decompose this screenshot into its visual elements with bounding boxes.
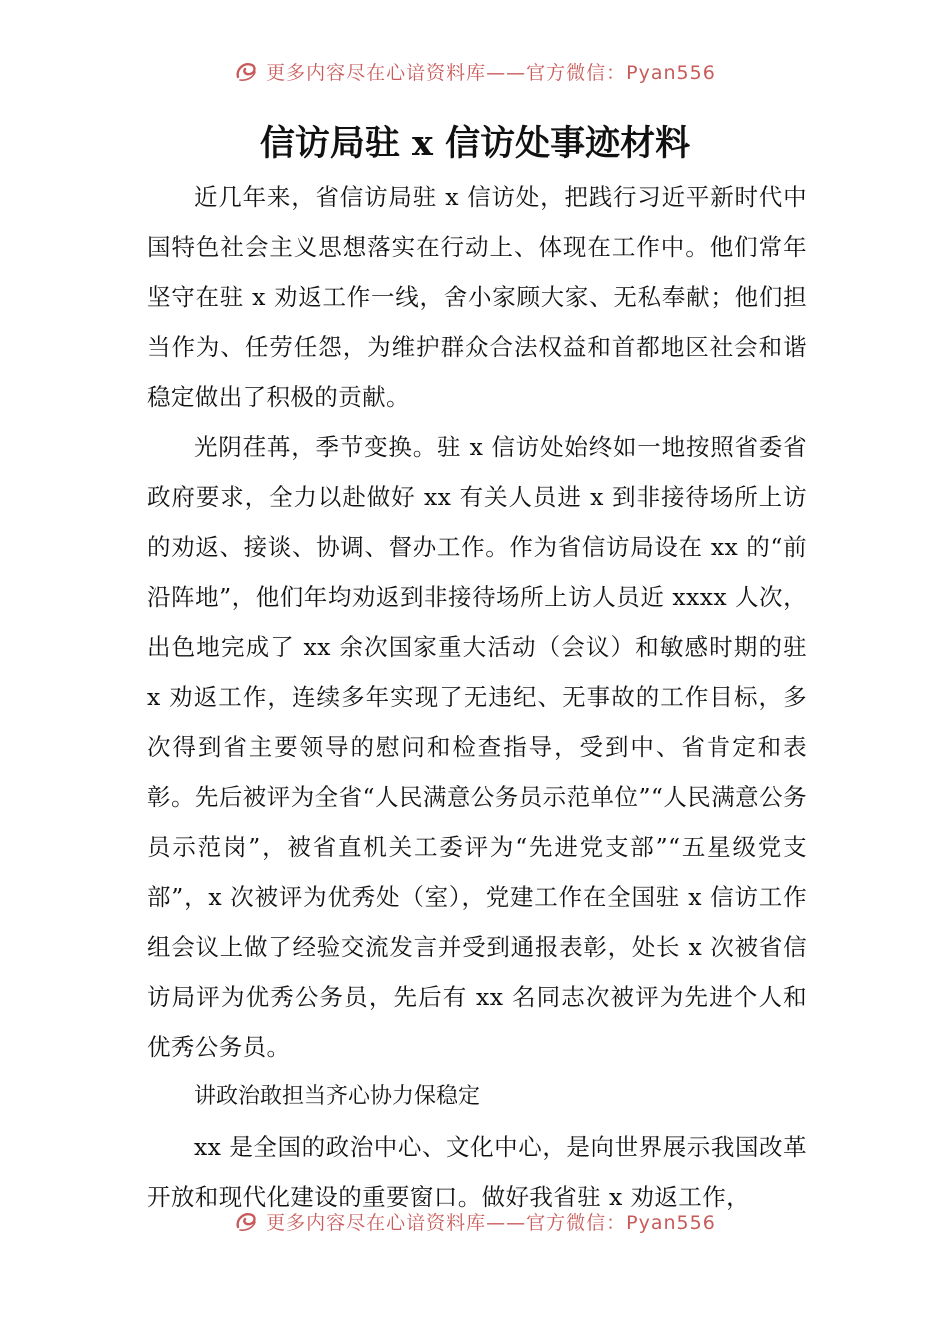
header-watermark [0, 56, 950, 86]
brand-swirl-icon [234, 1209, 258, 1233]
document-body [147, 172, 807, 1222]
paragraph-3: xx 是全国的政治中心、文化中心，是向世界展示我国改革开放和现代化建设的重要窗口。做好我省驻 x 劝返工作， [147, 1133, 807, 1211]
brand-swirl-icon [234, 59, 258, 83]
footer-watermark-text: 更多内容尽在心谙资料库——官方微信：Pyan556 [266, 1211, 716, 1234]
paragraph-2: 光阴荏苒，季节变换。驻 x 信访处始终如一地按照省委省政府要求，全力以赴做好 xx 有关人员进 x 到非接待场所上访的劝返、接谈、协调、督办工作。作为省信访局设在 xx 的“前沿阵地”，他们年均劝返到非接待场所上访人员近 xxxx 人次，出色地完成了 xx 余次国家重大活动（会议）和敏感时期的驻 x 劝返工作，连续多年实现了无违纪、无事故的工作目标，多次得到省主要领导的慰问和检查指导，受到中、省肯定和表彰。先后被评为全省“人民满意公务员示范单位”“人民满意公务员示范岗”，被省直机关工委评为“先进党支部”“五星级党支部”，x 次被评为优秀处（室），党建工作在全国驻 x 信访工作组会议上做了经验交流发言并受到通报表彰，处长 x 次被省信访局评为优秀公务员，先后有 xx 名同志次被评为先进个人和优秀公务员。 [147, 433, 807, 1061]
header-watermark-text: 更多内容尽在心谙资料库——官方微信：Pyan556 [266, 61, 716, 84]
paragraph-1: 近几年来，省信访局驻 x 信访处，把践行习近平新时代中国特色社会主义思想落实在行动上、体现在工作中。他们常年坚守在驻 x 劝返工作一线，舍小家顾大家、无私奉献；他们担当作为、任劳任怨，为维护群众合法权益和首都地区社会和谐稳定做出了积极的贡献。 [147, 183, 807, 411]
section-subheading: 讲政治敢担当齐心协力保稳定 [194, 1084, 481, 1109]
document-title: 信访局驻 x 信访处事迹材料 [259, 123, 691, 164]
footer-watermark [0, 1206, 950, 1236]
